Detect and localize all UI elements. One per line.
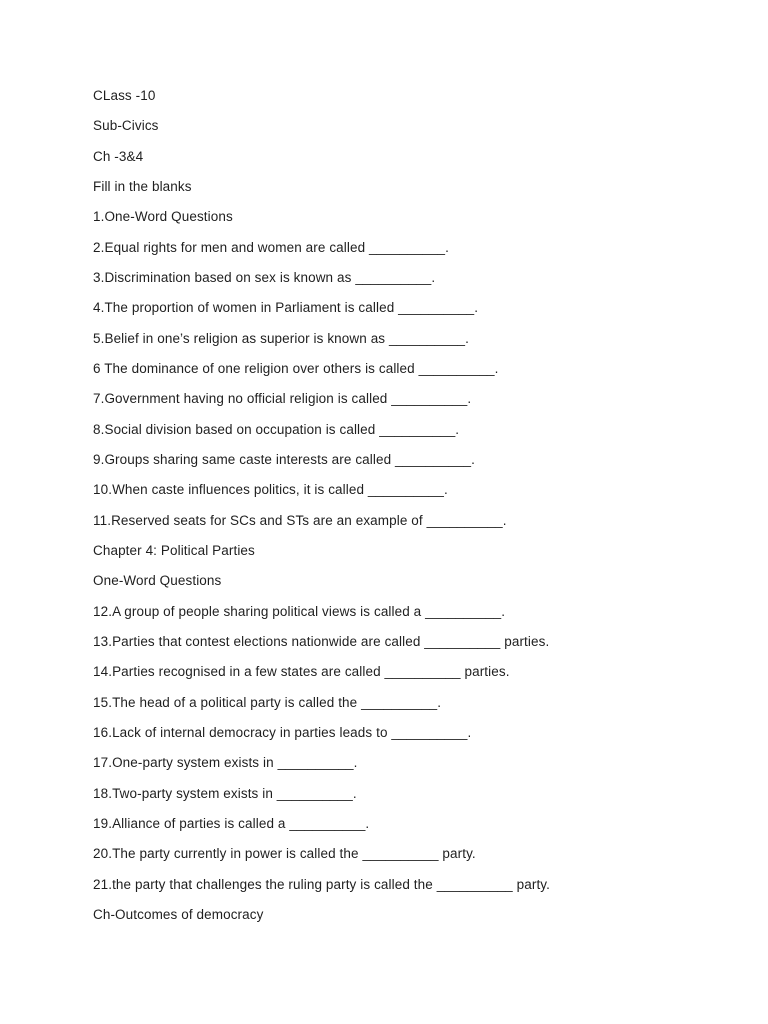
question-line: 17.One-party system exists in __________. [93, 755, 358, 771]
question-line: 7.Government having no official religion is called __________. [93, 391, 472, 407]
question-line: 20.The party currently in power is called the __________ party. [93, 846, 476, 862]
question-line: 9.Groups sharing same caste interests are called __________. [93, 451, 475, 467]
question-line: 18.Two-party system exists in __________. [93, 785, 357, 801]
question-line: 3.Discrimination based on sex is known as __________. [93, 269, 436, 285]
chapter-heading: Chapter 4: Political Parties [93, 542, 255, 558]
chapter-heading: Ch-Outcomes of democracy [93, 906, 264, 922]
question-line: 5.Belief in one’s religion as superior is known as __________. [93, 330, 469, 346]
class-line: CLass -10 [93, 88, 156, 103]
question-line: 4.The proportion of women in Parliament is called __________. [93, 300, 479, 316]
question-line: 11.Reserved seats for SCs and STs are an example of __________. [93, 512, 507, 528]
question-line: 12.A group of people sharing political views is called a __________. [93, 603, 506, 619]
question-line: 19.Alliance of parties is called a __________. [93, 815, 370, 831]
document-body [93, 86, 733, 935]
question-line: 15.The head of a political party is called the __________. [93, 694, 442, 710]
question-line: 2.Equal rights for men and women are called __________. [93, 239, 449, 255]
question-line: 13.Parties that contest elections nationwide are called __________ parties. [93, 633, 550, 649]
question-line: 6 The dominance of one religion over others is called __________. [93, 360, 499, 376]
question-line: 14.Parties recognised in a few states are called __________ parties. [93, 664, 510, 680]
section-heading: Fill in the blanks [93, 178, 192, 194]
question-line: 8.Social division based on occupation is called __________. [93, 421, 460, 437]
question-line: 10.When caste influences politics, it is called __________. [93, 482, 448, 498]
question-line: 21.the party that challenges the ruling party is called the __________ party. [93, 876, 550, 892]
question-line: 16.Lack of internal democracy in parties leads to __________. [93, 724, 472, 740]
chapter-line: Ch -3&4 [93, 148, 144, 164]
section-heading: One-Word Questions [93, 573, 222, 589]
subject-line: Sub-Civics [93, 118, 159, 134]
question-line: 1.One-Word Questions [93, 209, 233, 225]
